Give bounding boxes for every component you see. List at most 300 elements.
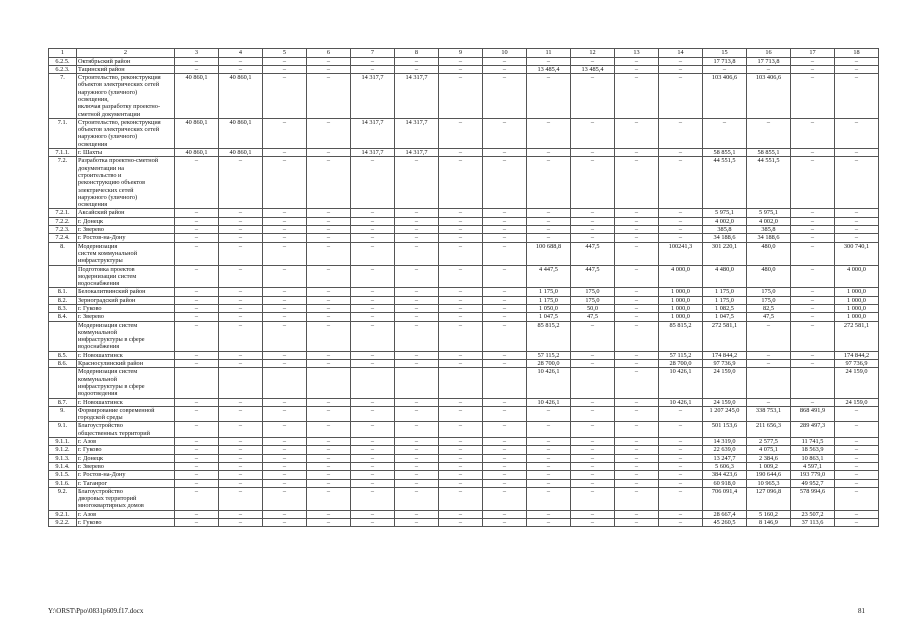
value-cell: – [659, 446, 703, 454]
value-cell: – [351, 351, 395, 359]
value-cell: – [175, 487, 219, 510]
row-name-cell: Благоустройство общественных территорий [77, 422, 175, 438]
value-cell: – [307, 265, 351, 288]
value-cell: – [659, 157, 703, 209]
value-cell: 4 000,0 [835, 265, 879, 288]
table-row [49, 446, 879, 454]
value-cell: – [263, 398, 307, 406]
value-cell: – [307, 118, 351, 148]
row-number-cell: 9.1.3. [49, 454, 77, 462]
value-cell: – [307, 234, 351, 242]
value-cell: – [615, 57, 659, 65]
value-cell: – [395, 313, 439, 321]
value-cell: – [395, 462, 439, 470]
value-cell: – [307, 57, 351, 65]
value-cell: – [747, 351, 791, 359]
row-number-cell: 6.2.3. [49, 65, 77, 73]
table-row [49, 118, 879, 148]
row-name-cell: Октябрьский район [77, 57, 175, 65]
value-cell: 174 844,2 [835, 351, 879, 359]
value-cell: – [571, 360, 615, 368]
value-cell: – [791, 157, 835, 209]
value-cell: 34 188,6 [703, 234, 747, 242]
value-cell: – [219, 226, 263, 234]
value-cell: – [791, 321, 835, 351]
value-cell: 14 319,0 [703, 438, 747, 446]
row-number-cell: 9.1.6. [49, 479, 77, 487]
value-cell: – [175, 462, 219, 470]
row-number-cell: 7.2.1. [49, 209, 77, 217]
value-cell: – [571, 351, 615, 359]
value-cell: 2 384,6 [747, 454, 791, 462]
value-cell: 50,0 [571, 305, 615, 313]
value-cell: – [351, 510, 395, 518]
value-cell: 13 485,4 [571, 65, 615, 73]
row-name-cell: г. Гуково [77, 519, 175, 527]
value-cell: 272 581,1 [835, 321, 879, 351]
table-row [49, 321, 879, 351]
value-cell: – [615, 351, 659, 359]
value-cell: – [483, 234, 527, 242]
value-cell: – [175, 305, 219, 313]
value-cell: 17 713,8 [747, 57, 791, 65]
value-cell: 40 860,1 [219, 118, 263, 148]
table-row [49, 74, 879, 119]
value-cell: – [483, 471, 527, 479]
row-number-cell: 9.1.2. [49, 446, 77, 454]
table-row [49, 454, 879, 462]
value-cell: – [483, 510, 527, 518]
value-cell: – [439, 438, 483, 446]
column-number-15: 15 [703, 49, 747, 58]
value-cell [351, 368, 395, 398]
value-cell: – [439, 217, 483, 225]
row-name-cell: Зерноградский район [77, 296, 175, 304]
value-cell: – [615, 462, 659, 470]
column-number-18: 18 [835, 49, 879, 58]
value-cell: – [219, 422, 263, 438]
value-cell: – [307, 479, 351, 487]
value-cell: – [395, 479, 439, 487]
value-cell: – [835, 118, 879, 148]
value-cell: – [615, 234, 659, 242]
value-cell: – [439, 157, 483, 209]
value-cell: – [659, 422, 703, 438]
row-name-cell: Модернизация систем коммунальной инфраструктуры в сфере водоснабжения [77, 321, 175, 351]
value-cell: – [175, 157, 219, 209]
value-cell: 100241,3 [659, 242, 703, 265]
value-cell: – [615, 471, 659, 479]
value-cell: – [263, 149, 307, 157]
value-cell: – [351, 65, 395, 73]
value-cell: – [219, 217, 263, 225]
table-row [49, 313, 879, 321]
row-number-cell: 7.2.4. [49, 234, 77, 242]
value-cell: – [615, 510, 659, 518]
page-number: 81 [858, 607, 865, 615]
row-number-cell: 9.1.5. [49, 471, 77, 479]
value-cell: – [351, 360, 395, 368]
row-name-cell: Разработка проектно-сметной документации на строительство и реконструкцию объектов электрических сетей наружного (уличного) освещения [77, 157, 175, 209]
value-cell: – [219, 305, 263, 313]
value-cell: 85 815,2 [527, 321, 571, 351]
value-cell: 4 000,0 [659, 265, 703, 288]
value-cell: – [439, 242, 483, 265]
value-cell [219, 368, 263, 398]
value-cell: – [791, 234, 835, 242]
value-cell: 57 115,2 [659, 351, 703, 359]
row-name-cell: Благоустройство дворовых территорий многоквартирных домов [77, 487, 175, 510]
value-cell: – [263, 296, 307, 304]
value-cell: – [263, 57, 307, 65]
table-row [49, 305, 879, 313]
value-cell: – [791, 118, 835, 148]
value-cell: 4 597,1 [791, 462, 835, 470]
value-cell [175, 368, 219, 398]
value-cell: – [219, 471, 263, 479]
value-cell: 47,5 [571, 313, 615, 321]
value-cell: – [615, 406, 659, 422]
value-cell: – [439, 149, 483, 157]
value-cell: – [835, 422, 879, 438]
value-cell: 1 000,0 [835, 288, 879, 296]
document-file-path: Y:\ORST\Ppo\0831p609.f17.docx [48, 607, 144, 615]
value-cell: – [571, 321, 615, 351]
value-cell: – [527, 209, 571, 217]
value-cell: – [483, 288, 527, 296]
value-cell: – [439, 209, 483, 217]
value-cell [263, 368, 307, 398]
value-cell: – [263, 519, 307, 527]
value-cell: – [175, 234, 219, 242]
value-cell: – [483, 462, 527, 470]
value-cell: 480,0 [747, 242, 791, 265]
value-cell: – [263, 288, 307, 296]
value-cell: 5 975,1 [747, 209, 791, 217]
value-cell: – [219, 288, 263, 296]
row-name-cell: г. Азов [77, 438, 175, 446]
row-number-cell: 9.2.1. [49, 510, 77, 518]
value-cell: 34 188,6 [747, 234, 791, 242]
value-cell: 40 860,1 [175, 149, 219, 157]
value-cell: – [439, 487, 483, 510]
table-row [49, 296, 879, 304]
table-row [49, 519, 879, 527]
row-name-cell: г. Ростов-на-Дону [77, 234, 175, 242]
value-cell: – [307, 422, 351, 438]
value-cell: – [351, 242, 395, 265]
value-cell: – [395, 226, 439, 234]
value-cell: – [835, 406, 879, 422]
value-cell: 23 507,2 [791, 510, 835, 518]
value-cell: – [571, 234, 615, 242]
value-cell: 24 159,0 [835, 368, 879, 398]
value-cell: – [219, 65, 263, 73]
row-name-cell: Формирование современной городской среды [77, 406, 175, 422]
table-body [49, 57, 879, 527]
value-cell: – [791, 288, 835, 296]
row-number-cell: 9. [49, 406, 77, 422]
row-name-cell: Тацинский район [77, 65, 175, 73]
value-cell: – [527, 479, 571, 487]
value-cell: – [527, 149, 571, 157]
value-cell: – [351, 296, 395, 304]
value-cell: 1 175,0 [703, 288, 747, 296]
value-cell: – [263, 454, 307, 462]
value-cell: – [615, 446, 659, 454]
value-cell: 1 000,0 [659, 313, 703, 321]
value-cell: – [175, 479, 219, 487]
value-cell: – [263, 321, 307, 351]
value-cell: – [307, 209, 351, 217]
value-cell: – [175, 351, 219, 359]
value-cell: 28 667,4 [703, 510, 747, 518]
value-cell: 10 863,1 [791, 454, 835, 462]
value-cell: – [263, 438, 307, 446]
value-cell: 103 406,6 [747, 74, 791, 119]
value-cell: – [483, 57, 527, 65]
row-name-cell: г. Новошахтинск [77, 398, 175, 406]
row-name-cell: Строительство, реконструкция объектов электрических сетей наружного (уличного) освещения, включая разработку проектно- сметной документации [77, 74, 175, 119]
value-cell: 272 581,1 [703, 321, 747, 351]
value-cell: – [263, 487, 307, 510]
value-cell: 44 551,5 [747, 157, 791, 209]
value-cell: – [307, 454, 351, 462]
column-number-3: 3 [175, 49, 219, 58]
value-cell: 14 317,7 [351, 118, 395, 148]
value-cell: – [307, 226, 351, 234]
value-cell: – [615, 296, 659, 304]
value-cell: 4 002,0 [747, 217, 791, 225]
value-cell: 211 656,3 [747, 422, 791, 438]
value-cell: 37 113,6 [791, 519, 835, 527]
value-cell: – [703, 118, 747, 148]
value-cell: – [439, 454, 483, 462]
value-cell: – [395, 305, 439, 313]
table-row [49, 360, 879, 368]
value-cell: – [835, 519, 879, 527]
value-cell: 385,8 [703, 226, 747, 234]
value-cell: – [571, 118, 615, 148]
budget-table-sheet [48, 48, 868, 527]
value-cell: 5 160,2 [747, 510, 791, 518]
value-cell: – [615, 479, 659, 487]
value-cell: 447,5 [571, 265, 615, 288]
column-number-10: 10 [483, 49, 527, 58]
value-cell: – [747, 360, 791, 368]
value-cell: – [175, 360, 219, 368]
row-name-cell: г. Зверево [77, 226, 175, 234]
value-cell: – [483, 157, 527, 209]
value-cell: – [527, 438, 571, 446]
value-cell: – [351, 234, 395, 242]
value-cell: 28 700,0 [527, 360, 571, 368]
value-cell: – [439, 471, 483, 479]
value-cell: – [263, 305, 307, 313]
row-number-cell: 8.3. [49, 305, 77, 313]
value-cell: – [439, 288, 483, 296]
value-cell: 97 736,9 [835, 360, 879, 368]
value-cell: – [395, 398, 439, 406]
value-cell: – [219, 351, 263, 359]
value-cell: – [175, 422, 219, 438]
value-cell: – [615, 118, 659, 148]
value-cell: – [791, 296, 835, 304]
value-cell: – [703, 65, 747, 73]
value-cell: – [659, 209, 703, 217]
row-name-cell: Строительство, реконструкция объектов электрических сетей наружного (уличного) освещения [77, 118, 175, 148]
table-row [49, 65, 879, 73]
value-cell: – [615, 519, 659, 527]
value-cell: – [835, 479, 879, 487]
value-cell: – [175, 398, 219, 406]
value-cell: 22 639,0 [703, 446, 747, 454]
table-row [49, 368, 879, 398]
value-cell: – [791, 226, 835, 234]
value-cell: – [219, 57, 263, 65]
value-cell: – [615, 438, 659, 446]
value-cell: – [835, 149, 879, 157]
value-cell: – [835, 438, 879, 446]
value-cell: 49 952,7 [791, 479, 835, 487]
value-cell: 1 000,0 [659, 305, 703, 313]
value-cell: – [175, 288, 219, 296]
value-cell: 1 207 245,0 [703, 406, 747, 422]
row-number-cell: 8.4. [49, 313, 77, 321]
value-cell: – [483, 226, 527, 234]
row-name-cell: г. Новошахтинск [77, 351, 175, 359]
value-cell: – [483, 265, 527, 288]
value-cell: – [483, 487, 527, 510]
value-cell: – [175, 209, 219, 217]
value-cell: – [571, 438, 615, 446]
value-cell: – [351, 217, 395, 225]
value-cell: – [483, 454, 527, 462]
value-cell: 40 860,1 [175, 118, 219, 148]
value-cell: – [219, 209, 263, 217]
value-cell: – [615, 321, 659, 351]
table-row [49, 226, 879, 234]
value-cell: 4 002,0 [703, 217, 747, 225]
value-cell: – [659, 57, 703, 65]
value-cell: – [307, 242, 351, 265]
value-cell: – [483, 296, 527, 304]
value-cell: – [175, 242, 219, 265]
value-cell: 58 855,1 [703, 149, 747, 157]
row-number-cell: 7.1.1. [49, 149, 77, 157]
value-cell: – [263, 209, 307, 217]
value-cell: – [351, 406, 395, 422]
value-cell: – [307, 149, 351, 157]
value-cell: 10 426,1 [527, 398, 571, 406]
value-cell: – [439, 265, 483, 288]
value-cell: – [439, 398, 483, 406]
table-row [49, 351, 879, 359]
value-cell: – [483, 305, 527, 313]
value-cell: 11 741,5 [791, 438, 835, 446]
row-number-cell: 9.2. [49, 487, 77, 510]
row-number-cell: 8.1. [49, 288, 77, 296]
value-cell: – [791, 398, 835, 406]
table-row [49, 265, 879, 288]
column-number-7: 7 [351, 49, 395, 58]
value-cell: – [395, 422, 439, 438]
value-cell: 57 115,2 [527, 351, 571, 359]
row-number-cell: 7. [49, 74, 77, 119]
value-cell [439, 368, 483, 398]
value-cell: – [439, 305, 483, 313]
value-cell: 5 606,3 [703, 462, 747, 470]
value-cell: – [791, 351, 835, 359]
value-cell: – [351, 226, 395, 234]
table-row [49, 149, 879, 157]
value-cell: – [307, 321, 351, 351]
value-cell: – [307, 398, 351, 406]
value-cell: – [307, 351, 351, 359]
value-cell: – [571, 510, 615, 518]
value-cell: 14 317,7 [351, 74, 395, 119]
value-cell: 1 047,5 [527, 313, 571, 321]
value-cell: – [615, 398, 659, 406]
value-cell: – [219, 510, 263, 518]
row-name-cell: Белокалитвинский район [77, 288, 175, 296]
value-cell: – [571, 446, 615, 454]
value-cell: 8 146,9 [747, 519, 791, 527]
value-cell: 14 317,7 [395, 118, 439, 148]
value-cell: 4 447,5 [527, 265, 571, 288]
value-cell: – [615, 65, 659, 73]
value-cell: – [395, 510, 439, 518]
value-cell: 58 855,1 [747, 149, 791, 157]
value-cell: – [835, 487, 879, 510]
value-cell: – [395, 454, 439, 462]
value-cell: – [615, 242, 659, 265]
value-cell: – [219, 242, 263, 265]
value-cell: – [263, 157, 307, 209]
value-cell: – [835, 217, 879, 225]
value-cell: – [571, 479, 615, 487]
row-name-cell: Подготовка проектов модернизации систем водоснабжения [77, 265, 175, 288]
value-cell: – [527, 487, 571, 510]
value-cell: – [175, 296, 219, 304]
value-cell: – [571, 74, 615, 119]
value-cell: – [263, 510, 307, 518]
table-row [49, 487, 879, 510]
value-cell: – [307, 313, 351, 321]
row-number-cell [49, 368, 77, 398]
value-cell: – [835, 462, 879, 470]
value-cell: – [527, 422, 571, 438]
value-cell: – [351, 454, 395, 462]
value-cell: 706 091,4 [703, 487, 747, 510]
value-cell: 100 688,8 [527, 242, 571, 265]
value-cell: – [439, 57, 483, 65]
value-cell: – [219, 487, 263, 510]
row-number-cell [49, 321, 77, 351]
value-cell: – [263, 234, 307, 242]
value-cell: – [263, 471, 307, 479]
value-cell: 14 317,7 [395, 74, 439, 119]
value-cell: – [791, 217, 835, 225]
value-cell: – [395, 265, 439, 288]
budget-table [48, 48, 879, 527]
value-cell: – [615, 217, 659, 225]
value-cell: – [659, 65, 703, 73]
value-cell: – [439, 74, 483, 119]
value-cell: – [351, 398, 395, 406]
value-cell: – [791, 74, 835, 119]
column-number-13: 13 [615, 49, 659, 58]
